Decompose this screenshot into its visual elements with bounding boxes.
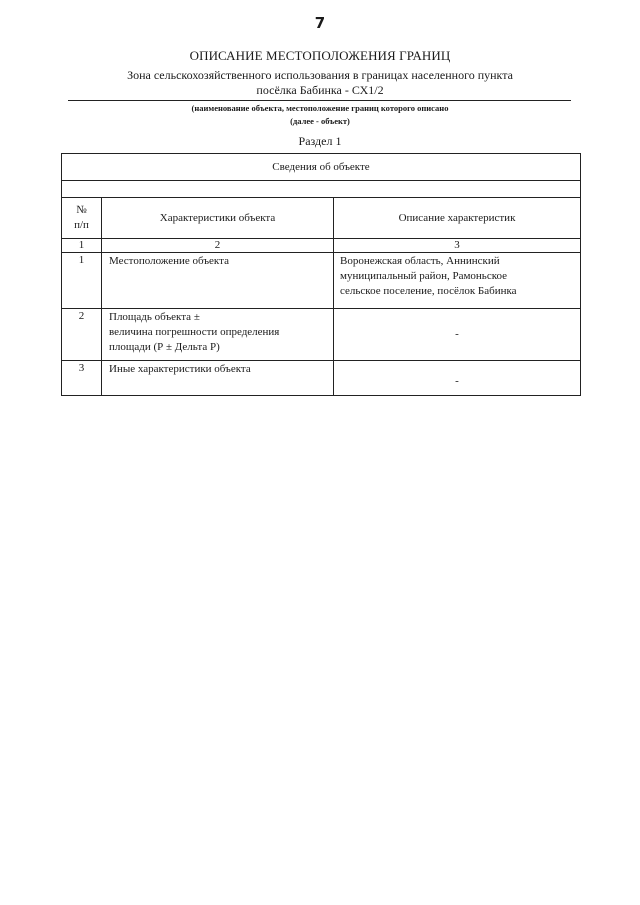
text-line: Иные характеристики объекта: [109, 363, 251, 375]
object-info-table: [61, 153, 581, 396]
text-line: -: [455, 374, 459, 387]
row-description: [334, 253, 581, 309]
object-name-line-2: посёлка Бабинка - СХ1/2: [256, 83, 384, 97]
row-description: [334, 361, 581, 396]
table-spacer-cell: [62, 181, 581, 198]
text-line: Воронежская область, Аннинский: [340, 255, 500, 267]
column-number-2: 2: [102, 239, 334, 253]
text-line: -: [455, 328, 459, 340]
document-title: ОПИСАНИЕ МЕСТОПОЛОЖЕНИЯ ГРАНИЦ: [189, 48, 451, 63]
page-number: 7: [314, 14, 326, 32]
header-description: Описание характеристик: [334, 198, 581, 239]
table-row: [62, 253, 581, 309]
underline-rule: [68, 100, 571, 101]
text-line: Местоположение объекта: [109, 255, 229, 267]
table-spacer-row: [62, 181, 581, 198]
row-description: [334, 309, 581, 361]
column-number-row: [62, 239, 581, 253]
row-number: 1: [62, 253, 102, 309]
row-characteristic: [102, 361, 334, 396]
table-row: [62, 361, 581, 396]
object-name-line-1: Зона сельскохозяйственного использования в границах населенного пункта: [127, 68, 513, 82]
object-note-line-1: (наименование объекта, местоположение границ которого описано: [191, 103, 449, 113]
row-number: 2: [62, 309, 102, 361]
text-line: величина погрешности определения: [109, 326, 280, 338]
row-number: 3: [62, 361, 102, 396]
table-caption: Сведения об объекте: [62, 154, 581, 181]
text-line: Площадь объекта ±: [109, 311, 200, 323]
text-line: муниципальный район, Рамоньское: [340, 270, 507, 282]
section-label: Раздел 1: [298, 134, 342, 148]
table-caption-row: [62, 154, 581, 181]
column-number-3: 3: [334, 239, 581, 253]
row-characteristic: [102, 309, 334, 361]
header-num-line-2: п/п: [74, 219, 89, 231]
header-characteristic: Характеристики объекта: [102, 198, 334, 239]
table-row: [62, 309, 581, 361]
text-line: площади (Р ± Дельта Р): [109, 341, 220, 353]
header-num-line-1: №: [76, 204, 87, 216]
header-num-cell: [62, 198, 102, 239]
text-line: сельское поселение, посёлок Бабинка: [340, 285, 517, 297]
row-characteristic: [102, 253, 334, 309]
column-number-1: 1: [62, 239, 102, 253]
table-header-row: [62, 198, 581, 239]
object-note-line-2: (далее - объект): [290, 116, 350, 126]
